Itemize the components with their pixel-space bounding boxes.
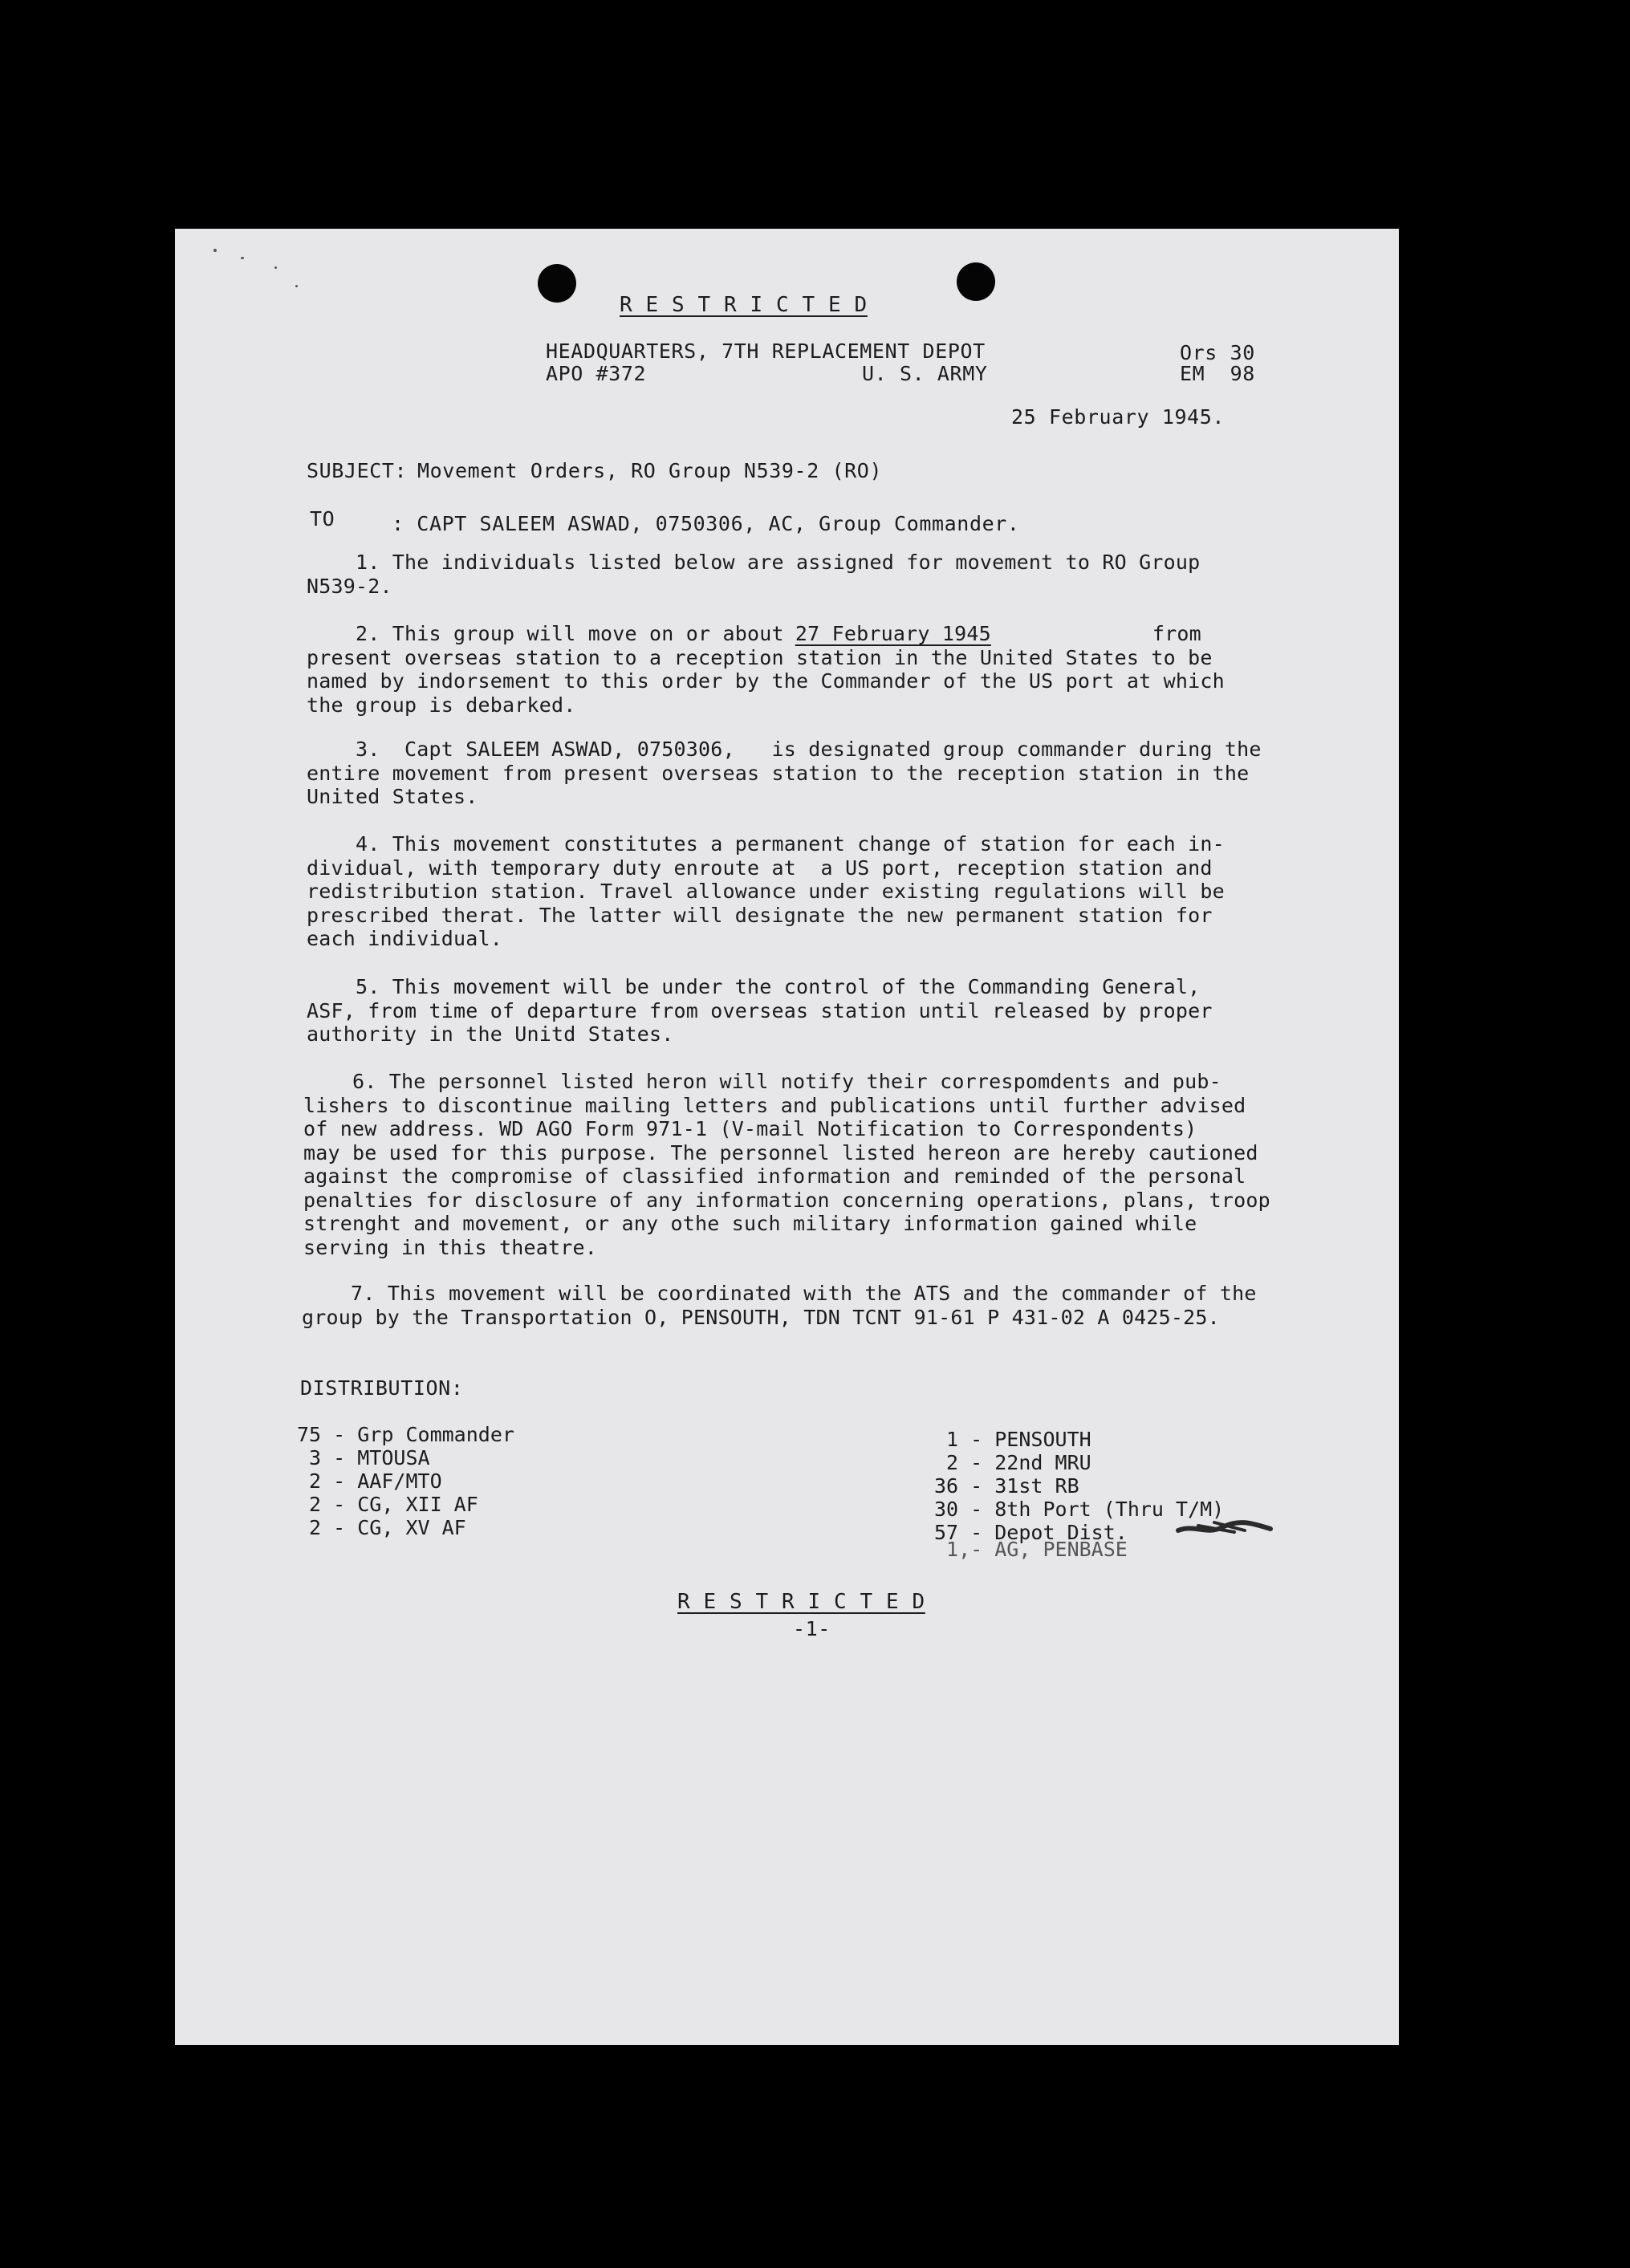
distribution-entry: 75 - Grp Commander bbox=[297, 1423, 514, 1446]
distribution-entry: 57 - Depot Dist. bbox=[934, 1521, 1128, 1544]
paragraph-3: 3. Capt SALEEM ASWAD, 0750306, is designated group commander during the entire movement from present overseas station to the reception station in the United States. bbox=[307, 738, 1262, 808]
distribution-entry: 2 - CG, XV AF bbox=[297, 1516, 466, 1539]
punch-hole-left bbox=[538, 264, 576, 303]
paragraph-2: 2. This group will move on or about 27 February 1945 from present overseas station to a reception station in the United States to be named by indorsement to this order by the Commander of the US port at which the group is debarked. bbox=[307, 622, 1225, 717]
header-apo-line: APO #372 bbox=[546, 362, 647, 385]
paragraph-4: 4. This movement constitutes a permanent change of station for each in- dividual, with temporary duty enroute at a US port, reception station and redistribution station. Travel allowance under existing regulations will be prescribed therat. The latter will designate the new permanent station for each individual. bbox=[307, 832, 1225, 950]
distribution-entry: 2 - 22nd MRU bbox=[934, 1451, 1091, 1474]
distribution-entry: 1,- AG, PENBASE bbox=[934, 1538, 1128, 1561]
distribution-list-left bbox=[297, 1423, 514, 1539]
distribution-entry: 2 - CG, XII AF bbox=[297, 1493, 478, 1516]
document-date: 25 February 1945. bbox=[1011, 405, 1226, 429]
paragraph-5: 5. This movement will be under the control of the Commanding General, ASF, from time of departure from overseas station until released by proper authority in the Unitd States. bbox=[307, 975, 1213, 1046]
distribution-entry: 2 - AAF/MTO bbox=[297, 1469, 442, 1493]
header-em-line: EM 98 bbox=[1180, 362, 1255, 385]
paragraph-6: 6. The personnel listed heron will notify their correspomdents and pub- lishers to discontinue mailing letters and publications until further advised of new address. WD AGO Form 971-1 (V-mail Notification to Correspondents) may be used for this purpose. The personnel listed hereon are hereby cautioned against the compromise of classified information and reminded of the personal penalties for disclosure of any information concerning operations, plans, troop strenght and movement, or any othe such military information gained while serving in this theatre. bbox=[303, 1070, 1270, 1259]
header-classification: R E S T R I C T E D bbox=[620, 293, 868, 317]
distribution-entry: 30 - 8th Port (Thru T/M) bbox=[934, 1498, 1225, 1521]
distribution-entry: 3 - MTOUSA bbox=[297, 1446, 430, 1469]
footer-classification: R E S T R I C T E D bbox=[677, 1590, 925, 1614]
to-text: : CAPT SALEEM ASWAD, 0750306, AC, Group Commander. bbox=[392, 512, 1020, 535]
distribution-entry: 36 - 31st RB bbox=[934, 1474, 1079, 1498]
distribution-label: DISTRIBUTION: bbox=[300, 1376, 464, 1400]
paragraph-7: 7. This movement will be coordinated with the ATS and the commander of the group by the Transportation O, PENSOUTH, TDN TCNT 91-61 P 431-02 A 0425-25. bbox=[302, 1282, 1257, 1329]
to-label: TO bbox=[310, 507, 335, 530]
header-army-line: U. S. ARMY bbox=[862, 362, 988, 385]
subject-label: SUBJECT: bbox=[307, 459, 408, 482]
paragraph-1: 1. The individuals listed below are assigned for movement to RO Group N539-2. bbox=[307, 551, 1201, 598]
header-ors-line: Ors 30 bbox=[1180, 341, 1255, 364]
move-date-fill: 27 February 1945 bbox=[795, 622, 991, 645]
subject-text: Movement Orders, RO Group N539-2 (RO) bbox=[417, 459, 883, 482]
header-hq-line: HEADQUARTERS, 7TH REPLACEMENT DEPOT bbox=[546, 339, 986, 363]
page-number: -1- bbox=[793, 1617, 831, 1640]
distribution-entry: 1 - PENSOUTH bbox=[934, 1428, 1091, 1451]
ink-mark bbox=[1174, 1513, 1278, 1545]
document-page bbox=[175, 229, 1399, 2045]
punch-hole-right bbox=[957, 262, 995, 301]
